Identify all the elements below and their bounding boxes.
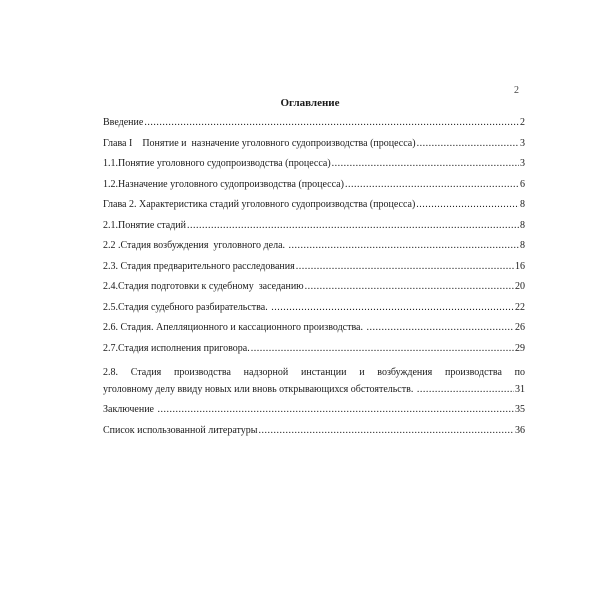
toc-entry-1-2	[103, 179, 525, 200]
toc-entry-page: 29	[515, 342, 525, 354]
toc-entry-2-3	[103, 261, 525, 282]
dot-leader	[367, 322, 515, 333]
dot-leader	[289, 240, 519, 251]
toc-entry-page: 3	[520, 137, 525, 149]
dot-leader	[259, 425, 515, 436]
toc-entry-text: 2.5.Стадия судебного разбирательства.	[103, 301, 271, 313]
toc-entry-page: 22	[515, 301, 525, 313]
toc-entry-2-8	[103, 363, 525, 404]
dot-leader	[271, 302, 514, 313]
toc-entry-1-1	[103, 158, 525, 179]
dot-leader	[251, 343, 514, 354]
toc-entry-chapter-2	[103, 199, 525, 220]
toc-entry-page: 26	[515, 322, 525, 333]
toc-entry-2-2	[103, 240, 525, 261]
toc-entry-page: 31	[515, 383, 525, 395]
toc-entry-text: 1.1.Понятие уголовного судопроизводства (процесса)	[103, 158, 331, 169]
toc-entry-references	[103, 425, 525, 446]
toc-entry-page: 6	[520, 178, 525, 190]
toc-entry-introduction	[103, 117, 525, 138]
toc-entry-page: 2	[520, 117, 525, 128]
toc-entry-page: 8	[520, 199, 525, 210]
toc-title: Оглавление	[280, 97, 340, 109]
toc-entry-text-line2: уголовному делу ввиду новых или вновь открывающихся обстоятельств.	[103, 383, 416, 395]
toc-entry-text: 1.2.Назначение уголовного судопроизводства (процесса)	[103, 178, 344, 190]
toc-entry-text: Заключение	[103, 404, 157, 415]
dot-leader	[417, 384, 514, 395]
toc-entry-text: Введение	[103, 117, 144, 128]
toc-entry-text: 2.6. Стадия. Апелляционного и кассационного производства.	[103, 322, 366, 333]
dot-leader	[417, 138, 519, 149]
toc-entry-2-5	[103, 302, 525, 323]
toc-entry-2-7	[103, 343, 525, 364]
toc-entry-2-6	[103, 322, 525, 343]
toc-entry-text: 2.4.Стадия подготовки к судебному заседанию	[103, 281, 304, 292]
toc-entry-conclusion	[103, 404, 525, 425]
toc-entry-text: Глава I Понятие и назначение уголовного судопроизводства (процесса)	[103, 137, 416, 149]
toc-entry-page: 36	[515, 424, 525, 436]
toc-entry-page: 3	[520, 158, 525, 169]
toc-entry-page: 8	[520, 240, 525, 251]
toc-entry-text: 2.7.Стадия исполнения приговора.	[103, 342, 250, 354]
dot-leader	[187, 220, 519, 231]
toc-entry-chapter-1	[103, 138, 525, 159]
dot-leader	[296, 261, 514, 272]
toc-entry-text: Список использованной литературы	[103, 424, 258, 436]
toc-entry-line2	[103, 384, 525, 405]
toc-entry-text: 2.1.Понятие стадий	[103, 219, 186, 231]
dot-leader	[144, 117, 519, 128]
toc-entry-page: 8	[520, 219, 525, 231]
toc-entry-text: 2.3. Стадия предварительного расследования	[103, 260, 295, 272]
toc-entry-text: Глава 2. Характеристика стадий уголовного судопроизводства (процесса)	[103, 199, 416, 210]
toc-entry-page: 35	[515, 404, 525, 415]
dot-leader	[158, 404, 515, 415]
toc-entry-page: 20	[515, 281, 525, 292]
toc-entry-2-4	[103, 281, 525, 302]
dot-leader	[416, 199, 519, 210]
dot-leader	[332, 158, 519, 169]
dot-leader	[305, 281, 514, 292]
toc-entry-text-line1: 2.8. Стадия производства надзорной инстанции и возбуждения производства по	[103, 367, 525, 378]
toc-entry-text: 2.2 .Стадия возбуждения уголовного дела.	[103, 240, 288, 251]
table-of-contents	[103, 117, 525, 445]
page-number: 2	[514, 85, 519, 96]
dot-leader	[345, 179, 519, 190]
toc-entry-page: 16	[515, 260, 525, 272]
toc-entry-2-1	[103, 220, 525, 241]
